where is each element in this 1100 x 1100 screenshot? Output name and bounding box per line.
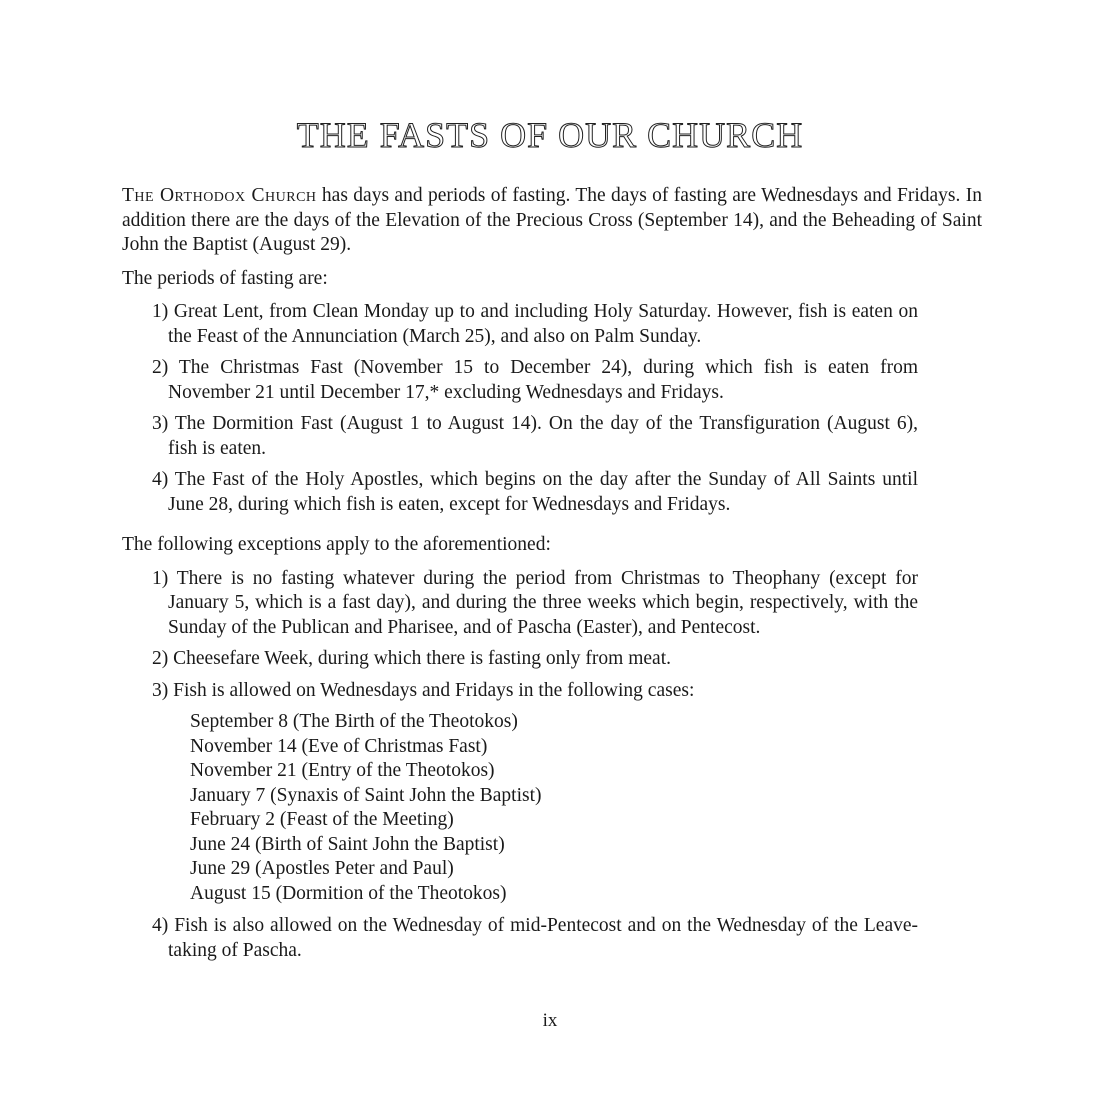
list-item: 2) Cheesefare Week, during which there is fasting only from meat. [152, 648, 671, 669]
fish-day-item: September 8 (The Birth of the Theotokos) [190, 711, 518, 732]
exceptions-heading: The following exceptions apply to the aforementioned: [122, 534, 551, 555]
list-item: 1) Great Lent, from Clean Monday up to and including Holy Saturday. However, fish is eaten on the Feast of the Annunciation (March 25), and also on Palm Sunday. [152, 301, 918, 347]
fish-days-list [190, 710, 918, 906]
intro-text: has days and periods of fasting. The days of fasting are Wednesdays and Fridays. In addition there are the days of the Elevation of the Precious Cross (September 14), and the Beheading of Saint John the Baptist (August 29). [122, 185, 982, 255]
page-body [122, 184, 982, 972]
periods-heading: The periods of fasting are: [122, 267, 328, 289]
fish-day-item: August 15 (Dormition of the Theotokos) [190, 882, 507, 904]
intro-lead: The Orthodox Church [122, 185, 317, 206]
list-item: 3) The Dormition Fast (August 1 to August 14). On the day of the Transfiguration (August 6), fish is eaten. [152, 413, 918, 459]
exceptions-list [122, 567, 918, 964]
list-item: 4) Fish is also allowed on the Wednesday of mid-Pentecost and on the Wednesday of the Leave-taking of Pascha. [152, 915, 918, 961]
fish-day-item: June 29 (Apostles Peter and Paul) [190, 858, 454, 879]
fish-day-item: February 2 (Feast of the Meeting) [190, 809, 454, 830]
page-number: ix [542, 1010, 558, 1031]
list-item: 3) Fish is allowed on Wednesdays and Fridays in the following cases: [152, 679, 695, 701]
list-item: 1) There is no fasting whatever during the period from Christmas to Theophany (except for January 5, which is a fast day), and during the three weeks which begin, respectively, with the Sunday of the Publican and Pharisee, and of Pascha (Easter), and Pentecost. [152, 567, 918, 638]
fish-day-item: November 21 (Entry of the Theotokos) [190, 760, 495, 781]
list-item: 2) The Christmas Fast (November 15 to December 24), during which fish is eaten from November 21 until December 17,* excluding Wednesdays and Fridays. [152, 357, 918, 403]
list-item: 4) The Fast of the Holy Apostles, which begins on the day after the Sunday of All Saints until June 28, during which fish is eaten, except for Wednesdays and Fridays. [152, 469, 918, 515]
fish-day-item: January 7 (Synaxis of Saint John the Baptist) [190, 784, 542, 806]
fish-day-item: November 14 (Eve of Christmas Fast) [190, 735, 488, 757]
fish-day-item: June 24 (Birth of Saint John the Baptist) [190, 833, 505, 855]
page-title: THE FASTS OF OUR CHURCH [296, 115, 804, 155]
intro-paragraph [122, 184, 982, 258]
periods-list [122, 300, 918, 517]
